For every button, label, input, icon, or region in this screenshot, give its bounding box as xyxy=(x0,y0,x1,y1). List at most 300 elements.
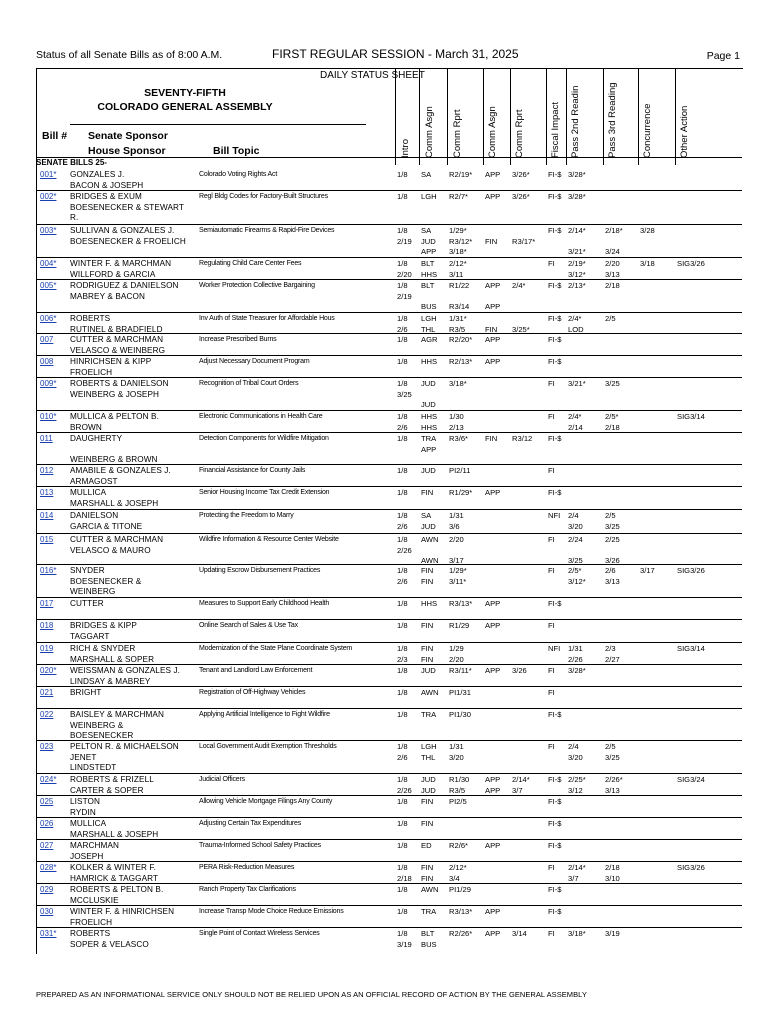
status-fiscal-impact: FI-$ xyxy=(548,797,562,806)
bill-topic: Applying Artificial Intelligence to Fight Wildfire xyxy=(199,711,330,718)
sponsors: ROBERTS & PELTON B. MCCLUSKIE xyxy=(70,885,164,905)
row-divider xyxy=(36,773,742,774)
status-comm-asgn-1: TRA xyxy=(421,710,437,719)
status-comm-rprt-1: R1/29* xyxy=(449,488,473,497)
bill-topic: Electronic Communications in Health Care xyxy=(199,413,323,420)
status-fiscal-impact: FI-$ xyxy=(548,170,562,179)
table-row xyxy=(36,335,742,357)
bill-topic: Inv Auth of State Treasurer for Affordable Hous xyxy=(199,315,335,322)
status-comm-rprt-1: R2/7* xyxy=(449,192,468,201)
bill-topic: Measures to Support Early Childhood Health xyxy=(199,600,330,607)
status-intro: 1/8 3/25 xyxy=(397,379,412,399)
status-comm-rprt-2: 3/26 xyxy=(512,666,527,675)
status-fiscal-impact: NFI xyxy=(548,511,561,520)
status-intro: 1/8 2/6 xyxy=(397,314,408,334)
sponsors: MULLICA MARSHALL & JOSEPH xyxy=(70,488,159,508)
status-fiscal-impact: FI-$ xyxy=(548,488,562,497)
status-intro: 1/8 xyxy=(397,710,408,719)
status-comm-asgn-2: APP APP xyxy=(485,775,501,795)
bill-topic: Colorado Voting Rights Act xyxy=(199,171,278,178)
table-row xyxy=(36,863,742,885)
bill-topic: Regl Bldg Codes for Factory-Built Structures xyxy=(199,193,328,200)
status-fiscal-impact: FI xyxy=(548,666,555,675)
column-comm-asgn-2: Comm Asgn xyxy=(487,106,498,158)
table-row xyxy=(36,797,742,819)
status-fiscal-impact: FI-$ xyxy=(548,314,562,323)
status-comm-asgn-1: FIN xyxy=(421,797,434,806)
status-fiscal-impact: FI xyxy=(548,929,555,938)
row-divider xyxy=(36,927,742,928)
section-label: SENATE BILLS 25- xyxy=(36,158,107,167)
bill-number-link[interactable]: 012 xyxy=(40,466,54,475)
column-concurrence: Concurrence xyxy=(642,103,653,158)
status-comm-rprt-1: R2/13* xyxy=(449,357,473,366)
sponsors: KOLKER & WINTER F. HAMRICK & TAGGART xyxy=(70,863,159,883)
bill-topic: Adjust Necessary Document Program xyxy=(199,358,310,365)
status-comm-asgn-1: FIN FIN xyxy=(421,863,434,883)
status-pass-2nd: 3/21* xyxy=(568,379,586,388)
row-divider xyxy=(36,312,742,313)
status-intro: 1/8 2/26 xyxy=(397,535,412,555)
bill-topic: Regulating Child Care Center Fees xyxy=(199,260,302,267)
status-fiscal-impact: FI xyxy=(548,863,555,872)
sponsors: RODRIGUEZ & DANIELSON MABREY & BACON xyxy=(70,281,179,301)
status-comm-asgn-2: APP APP xyxy=(485,281,501,311)
bill-number-link[interactable]: 016* xyxy=(40,566,57,575)
bill-number-link[interactable]: 009* xyxy=(40,379,57,388)
status-pass-2nd: 2/4 3/20 xyxy=(568,511,583,531)
status-fiscal-impact: FI xyxy=(548,466,555,475)
table-row xyxy=(36,841,742,863)
bill-number-link[interactable]: 019 xyxy=(40,644,54,653)
column-divider xyxy=(675,69,676,165)
sponsors: SNYDER BOESENECKER & WEINBERG xyxy=(70,566,142,596)
bill-topic: Updating Escrow Disbursement Practices xyxy=(199,567,321,574)
status-comm-asgn-2: APP xyxy=(485,907,501,916)
table-row xyxy=(36,688,742,710)
bill-topic: Trauma-Informed School Safety Practices xyxy=(199,842,321,849)
column-comm-rprt-2: Comm Rprt xyxy=(514,109,525,158)
status-intro: 1/8 xyxy=(397,357,408,366)
sponsors: DAUGHERTY WEINBERG & BROWN xyxy=(70,434,158,464)
bill-topic: Modernization of the State Plane Coordinate System xyxy=(199,645,353,652)
column-divider xyxy=(483,69,484,165)
status-comm-rprt-1: 1/31 3/6 xyxy=(449,511,464,531)
table-row xyxy=(36,466,742,488)
table-row xyxy=(36,281,742,314)
bill-number-link[interactable]: 030 xyxy=(40,907,54,916)
status-comm-rprt-1: R2/6* xyxy=(449,841,468,850)
status-intro: 1/8 2/6 xyxy=(397,742,408,762)
status-fiscal-impact: FI-$ xyxy=(548,226,562,235)
assembly-heading xyxy=(80,86,290,114)
status-comm-asgn-1: BLT BUS xyxy=(421,281,437,311)
status-comm-asgn-1: BLT HHS xyxy=(421,259,438,279)
status-comm-rprt-1: R3/11* xyxy=(449,666,472,675)
sponsors: BAISLEY & MARCHMAN WEINBERG & BOESENECKER xyxy=(70,710,165,740)
column-divider xyxy=(510,69,511,165)
bill-number-link[interactable]: 031* xyxy=(40,929,57,938)
table-row xyxy=(36,742,742,775)
status-pass-3rd: 3/19 xyxy=(605,929,620,938)
row-divider xyxy=(36,708,742,709)
status-pass-3rd: 2/6 3/13 xyxy=(605,566,620,586)
bill-topic: Tenant and Landlord Law Enforcement xyxy=(199,667,313,674)
bill-number-link[interactable]: 005* xyxy=(40,281,57,290)
status-intro: 1/8 2/19 xyxy=(397,226,412,246)
table-row xyxy=(36,434,742,466)
sponsors: GONZALES J. BACON & JOSEPH xyxy=(70,170,144,190)
status-comm-rprt-1: R1/30 R3/5 xyxy=(449,775,470,795)
status-intro: 1/8 xyxy=(397,819,408,828)
sponsors: BRIDGES & KIPP TAGGART xyxy=(70,621,137,641)
status-comm-asgn-2: APP xyxy=(485,841,501,850)
row-divider xyxy=(36,464,742,465)
bill-number-link[interactable]: 002* xyxy=(40,192,57,201)
row-divider xyxy=(36,432,742,433)
bill-number-link[interactable]: 020* xyxy=(40,666,57,675)
status-pass-3rd: 2/18 xyxy=(605,281,620,290)
bill-number-link[interactable]: 006* xyxy=(40,314,57,323)
bill-topic: Ranch Property Tax Clarifications xyxy=(199,886,296,893)
row-divider xyxy=(36,509,742,510)
status-intro: 1/8 2/6 xyxy=(397,511,408,531)
status-comm-rprt-1: PI2/5 xyxy=(449,797,467,806)
heading-rule xyxy=(70,124,366,125)
status-intro: 1/8 xyxy=(397,488,408,497)
sheet-title: DAILY STATUS SHEET xyxy=(320,70,425,81)
table-row xyxy=(36,907,742,929)
status-comm-rprt-2: R3/12 xyxy=(512,434,533,443)
status-comm-rprt-1: 1/29* R3/12* 3/18* xyxy=(449,226,473,256)
status-intro: 1/8 2/19 xyxy=(397,281,412,301)
bill-topic: Judicial Officers xyxy=(199,776,245,783)
status-pass-3rd: 2/3 2/27 xyxy=(605,644,620,664)
sponsors: CUTTER xyxy=(70,599,104,608)
status-comm-rprt-2: 2/4* xyxy=(512,281,526,290)
status-comm-asgn-1: FIN FIN xyxy=(421,644,434,664)
bill-number-link[interactable]: 025 xyxy=(40,797,54,806)
status-other-action: SIG3/26 xyxy=(677,863,705,872)
status-pass-2nd: 2/24 3/25 xyxy=(568,535,583,565)
status-fiscal-impact: FI xyxy=(548,688,555,697)
status-comm-rprt-1: R3/6* xyxy=(449,434,468,443)
status-comm-asgn-2: APP xyxy=(485,599,501,608)
status-intro: 1/8 xyxy=(397,434,408,443)
table-row xyxy=(36,710,742,742)
status-fiscal-impact: FI xyxy=(548,412,555,421)
sponsors: MARCHMAN JOSEPH xyxy=(70,841,120,861)
status-comm-asgn-1: JUD JUD xyxy=(421,775,436,795)
sponsors: WINTER F. & MARCHMAN WILLFORD & GARCIA xyxy=(70,259,172,279)
bill-number-link[interactable]: 023 xyxy=(40,742,54,751)
sponsors: DANIELSON GARCIA & TITONE xyxy=(70,511,143,531)
bill-number-link[interactable]: 024* xyxy=(40,775,57,784)
sponsors: ROBERTS SOPER & VELASCO xyxy=(70,929,149,949)
bill-number-link[interactable]: 021 xyxy=(40,688,54,697)
status-pass-3rd: 2/18* 3/24 xyxy=(605,226,623,256)
status-comm-rprt-1: 2/20 3/17 xyxy=(449,535,464,565)
column-intro: Intro xyxy=(400,138,411,158)
table-row xyxy=(36,819,742,841)
status-comm-asgn-2: APP xyxy=(485,357,501,366)
status-pass-3rd: 2/20 3/13 xyxy=(605,259,620,279)
bill-number-link[interactable]: 026 xyxy=(40,819,54,828)
status-pass-2nd: 1/31 2/26 xyxy=(568,644,583,664)
row-divider xyxy=(36,905,742,906)
status-comm-rprt-1: PI2/11 xyxy=(449,466,471,475)
sponsors: AMABILE & GONZALES J. ARMAGOST xyxy=(70,466,171,486)
table-row xyxy=(36,666,742,688)
row-divider xyxy=(36,279,742,280)
status-pass-3rd: 2/5 xyxy=(605,314,616,323)
row-divider xyxy=(36,224,742,225)
bill-number-link[interactable]: 022 xyxy=(40,710,54,719)
sponsors: RICH & SNYDER MARSHALL & SOPER xyxy=(70,644,155,664)
bill-topic: Semiautomatic Firearms & Rapid-Fire Devices xyxy=(199,227,335,234)
status-pass-2nd: 3/28* xyxy=(568,666,586,675)
row-divider xyxy=(36,740,742,741)
bill-topic: Protecting the Freedom to Marry xyxy=(199,512,294,519)
bill-topic: Wildfire Information & Resource Center Website xyxy=(199,536,339,543)
status-comm-rprt-1: PI1/29 xyxy=(449,885,471,894)
column-fiscal-impact: Fiscal Impact xyxy=(550,102,561,158)
status-comm-asgn-1: HHS xyxy=(421,599,438,608)
bill-topic: Worker Protection Collective Bargaining xyxy=(199,282,315,289)
status-comm-rprt-1: 2/12* 3/4 xyxy=(449,863,467,883)
status-comm-rprt-1: 1/29* 3/11* xyxy=(449,566,467,586)
status-intro: 1/8 xyxy=(397,335,408,344)
row-divider xyxy=(36,597,742,598)
status-intro: 1/8 xyxy=(397,466,408,475)
status-pass-2nd: 3/28* xyxy=(568,170,586,179)
status-other-action: SIG3/26 xyxy=(677,566,705,575)
status-intro: 1/8 2/6 xyxy=(397,566,408,586)
status-comm-asgn-2: APP xyxy=(485,488,501,497)
status-fiscal-impact: FI xyxy=(548,621,555,630)
bill-number-link[interactable]: 015 xyxy=(40,535,54,544)
status-pass-3rd: 2/18 3/10 xyxy=(605,863,620,883)
status-intro: 1/8 xyxy=(397,841,408,850)
status-fiscal-impact: FI-$ xyxy=(548,281,562,290)
bill-number-link[interactable]: 010* xyxy=(40,412,57,421)
status-comm-asgn-2: FIN xyxy=(485,236,498,246)
status-comm-asgn-2: FIN xyxy=(485,434,498,443)
bill-number-link[interactable]: 001* xyxy=(40,170,57,179)
row-divider xyxy=(36,839,742,840)
status-fiscal-impact: FI-$ xyxy=(548,434,562,443)
status-comm-rprt-1: 2/12* 3/11 xyxy=(449,259,467,279)
table-row xyxy=(36,412,742,434)
status-comm-rprt-1: PI1/30 xyxy=(449,710,471,719)
status-comm-rprt-1: R2/26* xyxy=(449,929,473,938)
status-pass-2nd: 2/13* xyxy=(568,281,586,290)
sponsors: ROBERTS & FRIZELL CARTER & SOPER xyxy=(70,775,154,795)
row-divider xyxy=(36,533,742,534)
status-intro: 1/8 xyxy=(397,170,408,179)
status-comm-rprt-2: 2/14* 3/7 xyxy=(512,775,530,795)
status-comm-rprt-1: 3/18* xyxy=(449,379,467,388)
row-divider xyxy=(36,642,742,643)
status-comm-asgn-2: FIN xyxy=(485,324,498,334)
bill-number-link[interactable]: 003* xyxy=(40,226,57,235)
bill-number-link[interactable]: 028* xyxy=(40,863,57,872)
table-row xyxy=(36,226,742,259)
row-divider xyxy=(36,664,742,665)
column-divider xyxy=(566,69,567,165)
status-comm-asgn-1: FIN xyxy=(421,819,434,828)
status-fiscal-impact: FI-$ xyxy=(548,192,562,201)
status-caption: Status of all Senate Bills as of 8:00 A.M. xyxy=(36,49,223,61)
bill-number-link[interactable]: 007 xyxy=(40,335,54,344)
status-fiscal-impact: FI-$ xyxy=(548,357,562,366)
status-comm-asgn-1: LGH THL xyxy=(421,314,437,334)
status-intro: 1/8 2/26 xyxy=(397,775,412,795)
table-row xyxy=(36,314,742,335)
status-comm-asgn-1: LGH xyxy=(421,192,437,201)
table-row xyxy=(36,259,742,281)
sponsors: WEISSMAN & GONZALES J. LINDSAY & MABREY xyxy=(70,666,181,686)
header-bottom-rule xyxy=(36,157,742,158)
column-divider xyxy=(419,69,420,165)
row-divider xyxy=(36,333,742,334)
status-intro: 1/8 xyxy=(397,885,408,894)
status-comm-asgn-2: APP xyxy=(485,666,501,675)
status-comm-asgn-1: HHS xyxy=(421,357,438,366)
bill-topic: Single Point of Contact Wireless Services xyxy=(199,930,320,937)
status-intro: 1/8 2/3 xyxy=(397,644,408,664)
status-comm-asgn-1: AGR xyxy=(421,335,438,344)
column-comm-asgn-1: Comm Asgn xyxy=(424,106,435,158)
status-pass-2nd: 2/14* 3/7 xyxy=(568,863,586,883)
row-divider xyxy=(36,564,742,565)
sponsors: HINRICHSEN & KIPP FROELICH xyxy=(70,357,152,377)
status-pass-2nd: 2/4* 2/14 xyxy=(568,412,583,432)
status-fiscal-impact: FI xyxy=(548,259,555,268)
table-row xyxy=(36,929,742,953)
status-pass-2nd: 2/4* LOD xyxy=(568,314,584,334)
sponsors: BRIDGES & EXUM BOESENECKER & STEWART R. xyxy=(70,192,185,222)
table-row xyxy=(36,644,742,666)
status-comm-asgn-1: AWN AWN xyxy=(421,535,439,565)
status-comm-rprt-2: 3/26* xyxy=(512,192,530,201)
bill-number-link[interactable]: 013 xyxy=(40,488,54,497)
status-comm-asgn-1: AWN xyxy=(421,885,439,894)
status-comm-rprt-1: 1/30 2/13 xyxy=(449,412,464,432)
status-comm-rprt-2: 3/26* xyxy=(512,170,530,179)
bill-number-link[interactable]: 017 xyxy=(40,599,54,608)
assembly-line-2: COLORADO GENERAL ASSEMBLY xyxy=(97,101,273,113)
status-pass-3rd: 2/26* 3/13 xyxy=(605,775,623,795)
row-divider xyxy=(36,190,742,191)
assembly-line-1: SEVENTY-FIFTH xyxy=(144,87,226,99)
row-divider xyxy=(36,377,742,378)
status-comm-rprt-1: 1/31 3/20 xyxy=(449,742,464,762)
column-pass-2nd-reading: Pass 2nd Readin xyxy=(570,85,581,158)
bill-topic: Detection Components for Wildfire Mitigation xyxy=(199,435,329,442)
status-comm-asgn-2: APP xyxy=(485,929,501,938)
status-fiscal-impact: FI-$ xyxy=(548,335,562,344)
bill-number-link[interactable]: 011 xyxy=(40,434,53,443)
row-divider xyxy=(36,861,742,862)
status-comm-rprt-1: PI1/31 xyxy=(449,688,471,697)
row-divider xyxy=(36,686,742,687)
column-divider xyxy=(395,69,396,165)
bill-number-link[interactable]: 008 xyxy=(40,357,54,366)
status-comm-asgn-1: JUD JUD xyxy=(421,379,436,409)
status-comm-asgn-1: TRA APP xyxy=(421,434,437,454)
status-comm-rprt-1: R3/13* xyxy=(449,907,473,916)
bill-topic: Financial Assistance for County Jails xyxy=(199,467,306,474)
status-comm-asgn-1: SA JUD xyxy=(421,511,436,531)
status-comm-asgn-2: APP xyxy=(485,170,501,179)
column-divider xyxy=(638,69,639,165)
bill-number-link[interactable]: 014 xyxy=(40,511,54,520)
bill-topic: PERA Risk-Reduction Measures xyxy=(199,864,295,871)
status-comm-rprt-1: R2/19* xyxy=(449,170,473,179)
status-other-action: SIG3/14 xyxy=(677,412,705,421)
bill-topic: Registration of Off-Highway Vehicles xyxy=(199,689,306,696)
status-other-action: SIG3/24 xyxy=(677,775,705,784)
row-divider xyxy=(36,795,742,796)
row-divider xyxy=(36,486,742,487)
bill-topic: Allowing Vehicle Mortgage Filings Any County xyxy=(199,798,333,805)
column-divider xyxy=(546,69,547,165)
status-comm-rprt-2: R3/17* xyxy=(512,236,536,246)
bill-number-link[interactable]: 018 xyxy=(40,621,54,630)
disclaimer-footer: PREPARED AS AN INFORMATIONAL SERVICE ONLY SHOULD NOT BE RELIED UPON AS AN OFFICIAL RECORD OF ACTION BY THE GENERAL ASSEMBLY xyxy=(36,990,587,999)
status-comm-asgn-1: BLT BUS xyxy=(421,929,437,949)
status-pass-2nd: 3/28* xyxy=(568,192,586,201)
sponsors: BRIGHT xyxy=(70,688,102,697)
sponsors: PELTON R. & MICHAELSON JENET LINDSTEDT xyxy=(70,742,179,772)
status-intro: 1/8 xyxy=(397,797,408,806)
status-comm-rprt-1: R3/13* xyxy=(449,599,473,608)
bill-topic: Recognition of Tribal Court Orders xyxy=(199,380,299,387)
status-pass-2nd: 2/5* 3/12* xyxy=(568,566,586,586)
status-intro: 1/8 xyxy=(397,621,408,630)
row-divider xyxy=(36,355,742,356)
status-fiscal-impact: FI-$ xyxy=(548,775,562,784)
status-pass-3rd: 3/25 xyxy=(605,379,620,388)
page-number: Page 1 xyxy=(706,50,740,62)
status-comm-asgn-1: ED xyxy=(421,841,432,850)
column-comm-rprt-1: Comm Rprt xyxy=(452,109,463,158)
status-comm-rprt-2: 3/25* xyxy=(512,324,530,334)
status-pass-3rd: 2/25 3/26 xyxy=(605,535,620,565)
sponsors: MULLICA & PELTON B. BROWN xyxy=(70,412,159,432)
table-row xyxy=(36,566,742,599)
column-divider xyxy=(603,69,604,165)
bill-topic: Increase Transp Mode Choice Reduce Emissions xyxy=(199,908,344,915)
bill-number-link[interactable]: 029 xyxy=(40,885,54,894)
status-intro: 1/8 xyxy=(397,192,408,201)
bill-number-link[interactable]: 027 xyxy=(40,841,54,850)
status-fiscal-impact: NFI xyxy=(548,644,561,653)
status-comm-asgn-1: TRA xyxy=(421,907,437,916)
status-comm-asgn-2: APP xyxy=(485,192,501,201)
status-fiscal-impact: FI-$ xyxy=(548,885,562,894)
status-pass-2nd: 3/18* xyxy=(568,929,586,938)
status-comm-asgn-1: JUD xyxy=(421,666,436,675)
table-row xyxy=(36,775,742,797)
column-senate-sponsor: Senate Sponsor xyxy=(88,130,168,142)
column-pass-3rd-reading: Pass 3rd Reading xyxy=(607,82,618,158)
status-comm-asgn-1: SA JUD APP xyxy=(421,226,437,256)
table-row xyxy=(36,621,742,644)
status-comm-asgn-1: FIN xyxy=(421,488,434,497)
bill-number-link[interactable]: 004* xyxy=(40,259,57,268)
